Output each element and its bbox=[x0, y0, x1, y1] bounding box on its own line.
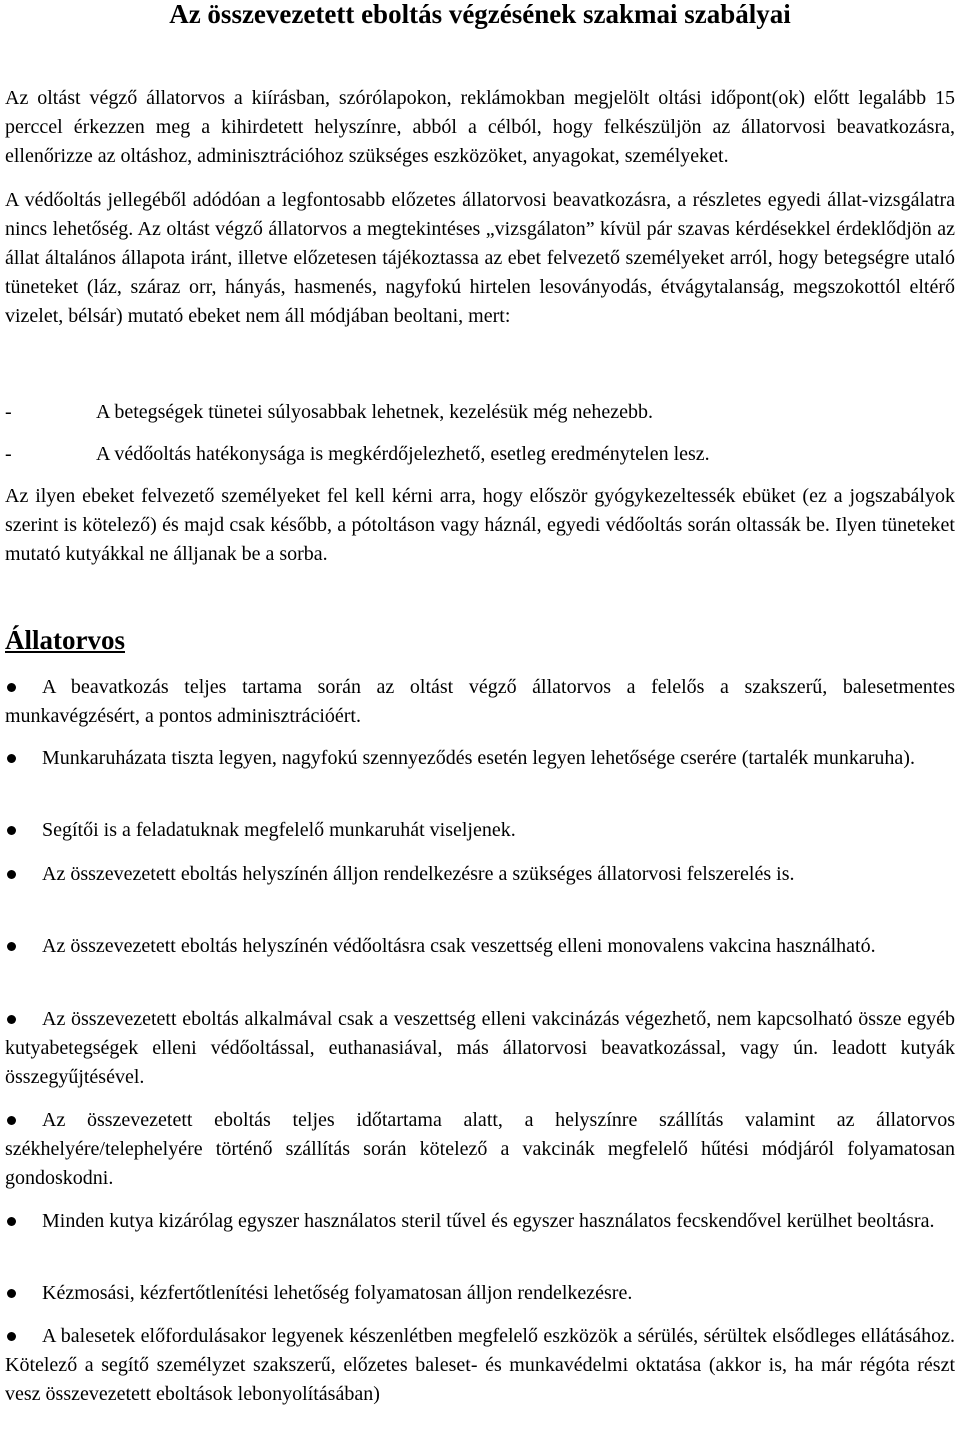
dash-marker: - bbox=[5, 401, 12, 423]
bullet-text: Az összevezetett eboltás teljes időtartama alatt, a helyszínre szállítás valamint az állatorvos székhelyére/telephelyére történő szállítás során kötelező a vakcinák megfelelő hűtési módjáról folyamatosan gondoskodni. bbox=[5, 1109, 955, 1189]
bullet-text: Az összevezetett eboltás helyszínén védőoltásra csak veszettség elleni monovalens vakcina használható. bbox=[42, 935, 876, 957]
sick-dogs-paragraph: Az ilyen ebeket felvezető személyeket fel kell kérni arra, hogy először gyógykezeltessék ebüket (ez a jogszabályok szerint is kötelező) és majd csak később, a pótoltáson vagy háznál, egyedi védőoltás során oltassák be. Ilyen tüneteket mutató kutyákkal ne álljanak be a sorba. bbox=[5, 485, 955, 565]
bullet-item bbox=[5, 1279, 955, 1308]
bullet-text: A beavatkozás teljes tartama során az oltást végző állatorvos a felelős a szakszerű, balesetmentes munkavégzésért, a pontos adminisztrációért. bbox=[5, 676, 955, 727]
bullet-icon bbox=[7, 870, 16, 879]
bullet-icon bbox=[7, 754, 16, 763]
bullet-icon bbox=[7, 1116, 16, 1125]
bullet-icon bbox=[7, 942, 16, 951]
bullet-icon bbox=[7, 826, 16, 835]
bullet-item bbox=[5, 1005, 955, 1092]
bullet-text: Segítői is a feladatuknak megfelelő munkaruhát viseljenek. bbox=[42, 819, 516, 841]
dash-marker: - bbox=[5, 443, 12, 465]
bullet-item bbox=[5, 744, 955, 773]
vaccination-exam-paragraph: A védőoltás jellegéből adódóan a legfontosabb előzetes állatorvosi beavatkozásra, a részletes egyedi állat-vizsgálatra nincs lehetőség. Az oltást végző állatorvos a megtekintéses „vizsgálaton” kívül pár szavas kérdésekkel érdeklődjön az állat általános állapota iránt, illetve előzetesen tájékoztassa az ebet felvezető személyeket arról, hogy betegségre utaló tüneteket (láz, száraz orr, hányás, hasmenés, nagyfokú hirtelen lesoványodás, étvágytalanság, megszokottól eltérő vizelet, bélsár) mutató ebeket nem áll módjában beoltani, mert: bbox=[5, 189, 955, 327]
bullet-item bbox=[5, 1207, 955, 1236]
bullet-text: Munkaruházata tiszta legyen, nagyfokú szennyeződés esetén legyen lehetősége cserére (tartalék munkaruha). bbox=[42, 747, 915, 769]
intro-paragraph: Az oltást végző állatorvos a kiírásban, szórólapokon, reklámokban megjelölt oltási időpont(ok) előtt legalább 15 perccel érkezzen meg a kihirdetett helyszínre, abból a célból, hogy felkészüljön az állatorvosi beavatkozásra, ellenőrizze az oltáshoz, adminisztrációhoz szükséges eszközöket, anyagokat, személyeket. bbox=[5, 87, 955, 167]
bullet-icon bbox=[7, 1289, 16, 1298]
bullet-icon bbox=[7, 1217, 16, 1226]
bullet-item bbox=[5, 932, 955, 961]
bullet-text: Minden kutya kizárólag egyszer használatos steril tűvel és egyszer használatos fecskendővel kerülhet beoltásra. bbox=[42, 1210, 935, 1232]
bullet-icon bbox=[7, 683, 16, 692]
bullet-text: A balesetek előfordulásakor legyenek készenlétben megfelelő eszközök a sérülés, sérültek elsődleges ellátásához. Kötelező a segítő személyzet szakszerű, előzetes baleset- és munkavédelmi oktatása (akkor is, ha már régóta részt vesz összevezetett eboltások lebonyolításában) bbox=[5, 1325, 955, 1405]
bullet-icon bbox=[7, 1332, 16, 1341]
bullet-text: Az összevezetett eboltás helyszínén álljon rendelkezésre a szükséges állatorvosi felszerelés is. bbox=[42, 863, 795, 885]
bullet-item bbox=[5, 1106, 955, 1193]
bullet-item bbox=[5, 1322, 955, 1409]
bullet-item bbox=[5, 673, 955, 731]
bullet-text: Az összevezetett eboltás alkalmával csak a veszettség elleni vakcinázás végezhető, nem kapcsolható össze egyéb kutyabetegségek elleni védőoltással, euthanasiával, más állatorvosi beavatkozással, vagy ún. leadott kutyák összegyűjtésével. bbox=[5, 1008, 955, 1088]
bullet-item bbox=[5, 860, 955, 889]
page-title: Az összevezetett eboltás végzésének szakmai szabályai bbox=[169, 0, 791, 29]
bullet-item bbox=[5, 816, 955, 845]
bullet-text: Kézmosási, kézfertőtlenítési lehetőség folyamatosan álljon rendelkezésre. bbox=[42, 1282, 633, 1304]
section-heading: Állatorvos bbox=[5, 625, 125, 655]
bullet-icon bbox=[7, 1015, 16, 1024]
list-item-text: A betegségek tünetei súlyosabbak lehetnek, kezelésük még nehezebb. bbox=[96, 401, 654, 423]
list-item-text: A védőoltás hatékonysága is megkérdőjelezhető, esetleg eredménytelen lesz. bbox=[96, 443, 710, 465]
